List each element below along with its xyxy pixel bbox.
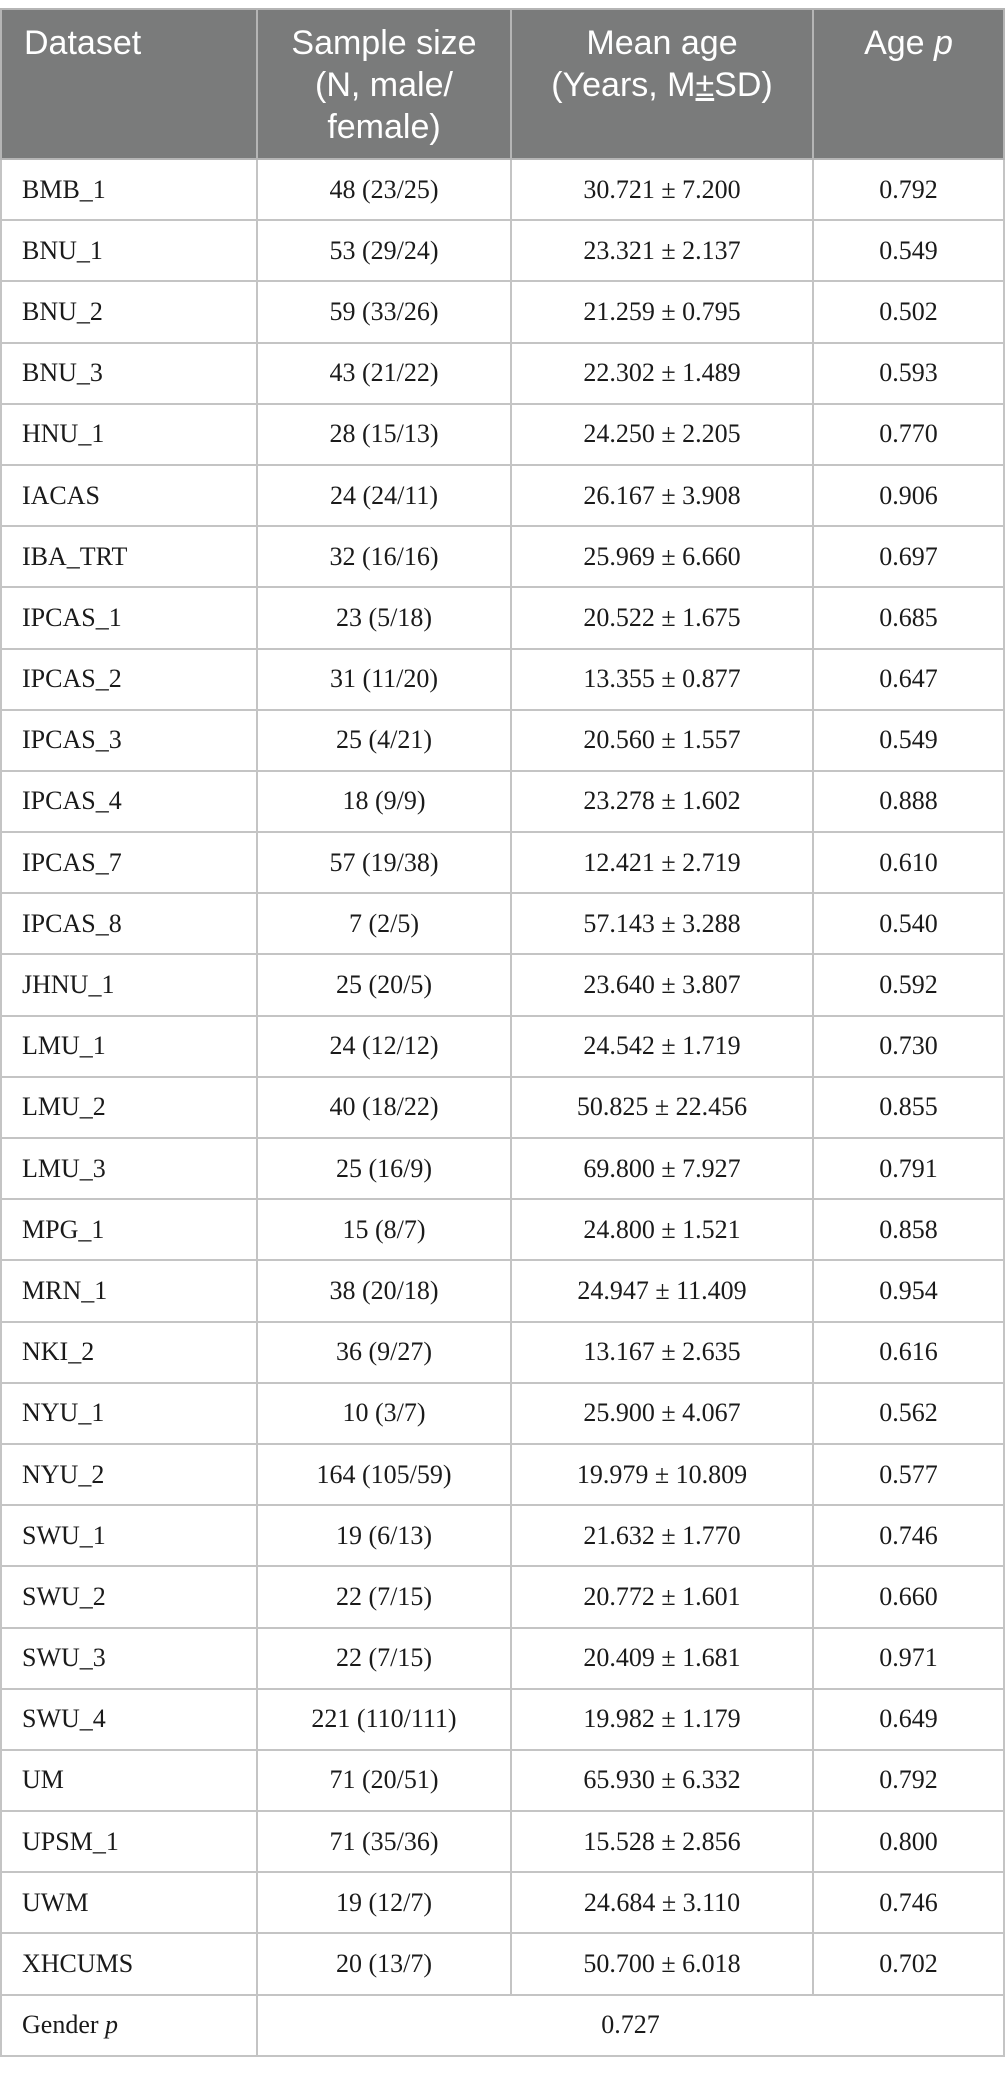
table-row: [1, 1505, 1004, 1566]
cell-mean-age: 19.982 ± 1.179: [511, 1689, 813, 1750]
cell-mean-age: 24.947 ± 11.409: [511, 1260, 813, 1321]
table-row: [1, 281, 1004, 342]
footer-row: [1, 1995, 1004, 2056]
cell-mean-age: 23.321 ± 2.137: [511, 220, 813, 281]
table-row: [1, 1750, 1004, 1811]
cell-sample-size: 59 (33/26): [257, 281, 511, 342]
cell-dataset: HNU_1: [1, 404, 257, 465]
cell-mean-age: 50.700 ± 6.018: [511, 1933, 813, 1994]
cell-sample-size: 15 (8/7): [257, 1199, 511, 1260]
cell-age-p: 0.593: [813, 343, 1004, 404]
cell-dataset: LMU_1: [1, 1016, 257, 1077]
cell-sample-size: 7 (2/5): [257, 893, 511, 954]
cell-sample-size: 31 (11/20): [257, 649, 511, 710]
cell-mean-age: 21.632 ± 1.770: [511, 1505, 813, 1566]
cell-mean-age: 20.560 ± 1.557: [511, 710, 813, 771]
header-mean-line2-post: SD): [714, 66, 773, 104]
cell-mean-age: 30.721 ± 7.200: [511, 159, 813, 220]
cell-age-p: 0.770: [813, 404, 1004, 465]
table-row: [1, 832, 1004, 893]
cell-dataset: MPG_1: [1, 1199, 257, 1260]
cell-dataset: IPCAS_7: [1, 832, 257, 893]
cell-dataset: BNU_1: [1, 220, 257, 281]
cell-age-p: 0.730: [813, 1016, 1004, 1077]
table-row: [1, 710, 1004, 771]
cell-dataset: UPSM_1: [1, 1811, 257, 1872]
cell-mean-age: 24.250 ± 2.205: [511, 404, 813, 465]
header-row: [1, 9, 1004, 159]
cell-mean-age: 24.684 ± 3.110: [511, 1872, 813, 1933]
table-row: [1, 159, 1004, 220]
table-container: [0, 8, 1005, 2057]
cell-dataset: UWM: [1, 1872, 257, 1933]
cell-dataset: JHNU_1: [1, 954, 257, 1015]
cell-mean-age: 21.259 ± 0.795: [511, 281, 813, 342]
cell-dataset: BNU_3: [1, 343, 257, 404]
cell-dataset: IPCAS_2: [1, 649, 257, 710]
cell-mean-age: 26.167 ± 3.908: [511, 465, 813, 526]
cell-age-p: 0.906: [813, 465, 1004, 526]
cell-sample-size: 25 (4/21): [257, 710, 511, 771]
table-row: [1, 343, 1004, 404]
cell-mean-age: 15.528 ± 2.856: [511, 1811, 813, 1872]
table-row: [1, 1016, 1004, 1077]
cell-age-p: 0.792: [813, 159, 1004, 220]
cell-sample-size: 71 (35/36): [257, 1811, 511, 1872]
cell-dataset: XHCUMS: [1, 1933, 257, 1994]
table-row: [1, 220, 1004, 281]
cell-age-p: 0.502: [813, 281, 1004, 342]
header-mean-line2-pre: (Years, M: [551, 66, 696, 104]
cell-mean-age: 20.522 ± 1.675: [511, 587, 813, 648]
cell-dataset: NKI_2: [1, 1322, 257, 1383]
demographics-table: [0, 8, 1005, 2057]
cell-sample-size: 57 (19/38): [257, 832, 511, 893]
cell-sample-size: 221 (110/111): [257, 1689, 511, 1750]
cell-sample-size: 24 (24/11): [257, 465, 511, 526]
table-row: [1, 1689, 1004, 1750]
table-row: [1, 1199, 1004, 1260]
cell-sample-size: 164 (105/59): [257, 1444, 511, 1505]
cell-age-p: 0.702: [813, 1933, 1004, 1994]
cell-sample-size: 24 (12/12): [257, 1016, 511, 1077]
cell-mean-age: 50.825 ± 22.456: [511, 1077, 813, 1138]
table-body: [1, 159, 1004, 2056]
header-age-p-text: Age: [864, 24, 935, 62]
cell-dataset: IBA_TRT: [1, 526, 257, 587]
table-row: [1, 526, 1004, 587]
table-header: [1, 9, 1004, 159]
cell-age-p: 0.540: [813, 893, 1004, 954]
cell-age-p: 0.888: [813, 771, 1004, 832]
cell-dataset: LMU_3: [1, 1138, 257, 1199]
cell-age-p: 0.577: [813, 1444, 1004, 1505]
cell-sample-size: 20 (13/7): [257, 1933, 511, 1994]
table-row: [1, 587, 1004, 648]
header-sample-line1: Sample size: [291, 24, 477, 62]
cell-age-p: 0.549: [813, 220, 1004, 281]
cell-sample-size: 25 (16/9): [257, 1138, 511, 1199]
cell-dataset: IPCAS_1: [1, 587, 257, 648]
cell-age-p: 0.858: [813, 1199, 1004, 1260]
cell-age-p: 0.791: [813, 1138, 1004, 1199]
cell-sample-size: 40 (18/22): [257, 1077, 511, 1138]
cell-age-p: 0.855: [813, 1077, 1004, 1138]
cell-age-p: 0.616: [813, 1322, 1004, 1383]
cell-dataset: SWU_1: [1, 1505, 257, 1566]
cell-mean-age: 25.969 ± 6.660: [511, 526, 813, 587]
cell-dataset: NYU_1: [1, 1383, 257, 1444]
cell-age-p: 0.685: [813, 587, 1004, 648]
header-mean-age: [511, 9, 813, 159]
cell-sample-size: 22 (7/15): [257, 1566, 511, 1627]
cell-mean-age: 20.772 ± 1.601: [511, 1566, 813, 1627]
cell-age-p: 0.746: [813, 1872, 1004, 1933]
header-mean-line2-pm: ±: [695, 66, 715, 104]
cell-sample-size: 71 (20/51): [257, 1750, 511, 1811]
cell-sample-size: 19 (12/7): [257, 1872, 511, 1933]
gender-p-italic: p: [105, 2010, 119, 2040]
cell-mean-age: 69.800 ± 7.927: [511, 1138, 813, 1199]
table-row: [1, 1811, 1004, 1872]
cell-sample-size: 38 (20/18): [257, 1260, 511, 1321]
cell-mean-age: 20.409 ± 1.681: [511, 1628, 813, 1689]
table-row: [1, 649, 1004, 710]
table-row: [1, 1933, 1004, 1994]
cell-sample-size: 48 (23/25): [257, 159, 511, 220]
header-mean-line1: Mean age: [586, 24, 738, 62]
cell-age-p: 0.971: [813, 1628, 1004, 1689]
cell-sample-size: 28 (15/13): [257, 404, 511, 465]
table-row: [1, 1628, 1004, 1689]
table-row: [1, 1383, 1004, 1444]
cell-age-p: 0.647: [813, 649, 1004, 710]
gender-p-text: Gender: [22, 2010, 106, 2040]
cell-dataset: BMB_1: [1, 159, 257, 220]
cell-mean-age: 13.167 ± 2.635: [511, 1322, 813, 1383]
header-age-p: [813, 9, 1004, 159]
cell-age-p: 0.610: [813, 832, 1004, 893]
header-sample-line2: (N, male/: [315, 66, 453, 104]
cell-age-p: 0.954: [813, 1260, 1004, 1321]
cell-sample-size: 19 (6/13): [257, 1505, 511, 1566]
cell-gender-p-value: 0.727: [257, 1995, 1004, 2056]
cell-age-p: 0.592: [813, 954, 1004, 1015]
table-row: [1, 1872, 1004, 1933]
cell-mean-age: 12.421 ± 2.719: [511, 832, 813, 893]
cell-dataset: NYU_2: [1, 1444, 257, 1505]
cell-dataset: IPCAS_8: [1, 893, 257, 954]
cell-dataset: IPCAS_3: [1, 710, 257, 771]
cell-mean-age: 24.800 ± 1.521: [511, 1199, 813, 1260]
cell-mean-age: 19.979 ± 10.809: [511, 1444, 813, 1505]
table-row: [1, 1444, 1004, 1505]
cell-mean-age: 57.143 ± 3.288: [511, 893, 813, 954]
cell-gender-p-label: [1, 1995, 257, 2056]
table-row: [1, 954, 1004, 1015]
cell-age-p: 0.660: [813, 1566, 1004, 1627]
header-sample-size: [257, 9, 511, 159]
cell-dataset: IACAS: [1, 465, 257, 526]
header-age-p-italic: p: [934, 24, 953, 62]
cell-sample-size: 23 (5/18): [257, 587, 511, 648]
table-row: [1, 1138, 1004, 1199]
cell-sample-size: 10 (3/7): [257, 1383, 511, 1444]
cell-dataset: IPCAS_4: [1, 771, 257, 832]
cell-sample-size: 25 (20/5): [257, 954, 511, 1015]
cell-sample-size: 18 (9/9): [257, 771, 511, 832]
cell-sample-size: 43 (21/22): [257, 343, 511, 404]
cell-age-p: 0.697: [813, 526, 1004, 587]
cell-dataset: BNU_2: [1, 281, 257, 342]
header-dataset-label: Dataset: [24, 24, 142, 62]
cell-age-p: 0.649: [813, 1689, 1004, 1750]
cell-age-p: 0.562: [813, 1383, 1004, 1444]
cell-age-p: 0.792: [813, 1750, 1004, 1811]
cell-age-p: 0.800: [813, 1811, 1004, 1872]
cell-age-p: 0.549: [813, 710, 1004, 771]
cell-mean-age: 25.900 ± 4.067: [511, 1383, 813, 1444]
header-sample-line3: female): [327, 108, 441, 146]
header-dataset: [1, 9, 257, 159]
cell-dataset: UM: [1, 1750, 257, 1811]
cell-sample-size: 32 (16/16): [257, 526, 511, 587]
cell-mean-age: 22.302 ± 1.489: [511, 343, 813, 404]
cell-sample-size: 53 (29/24): [257, 220, 511, 281]
table-row: [1, 771, 1004, 832]
cell-dataset: MRN_1: [1, 1260, 257, 1321]
cell-age-p: 0.746: [813, 1505, 1004, 1566]
cell-dataset: LMU_2: [1, 1077, 257, 1138]
cell-mean-age: 65.930 ± 6.332: [511, 1750, 813, 1811]
table-row: [1, 465, 1004, 526]
table-row: [1, 1077, 1004, 1138]
cell-mean-age: 23.640 ± 3.807: [511, 954, 813, 1015]
cell-mean-age: 24.542 ± 1.719: [511, 1016, 813, 1077]
cell-dataset: SWU_2: [1, 1566, 257, 1627]
cell-mean-age: 23.278 ± 1.602: [511, 771, 813, 832]
cell-sample-size: 36 (9/27): [257, 1322, 511, 1383]
table-row: [1, 1260, 1004, 1321]
table-row: [1, 404, 1004, 465]
table-row: [1, 1322, 1004, 1383]
table-row: [1, 1566, 1004, 1627]
table-row: [1, 893, 1004, 954]
cell-mean-age: 13.355 ± 0.877: [511, 649, 813, 710]
cell-dataset: SWU_3: [1, 1628, 257, 1689]
cell-dataset: SWU_4: [1, 1689, 257, 1750]
cell-sample-size: 22 (7/15): [257, 1628, 511, 1689]
